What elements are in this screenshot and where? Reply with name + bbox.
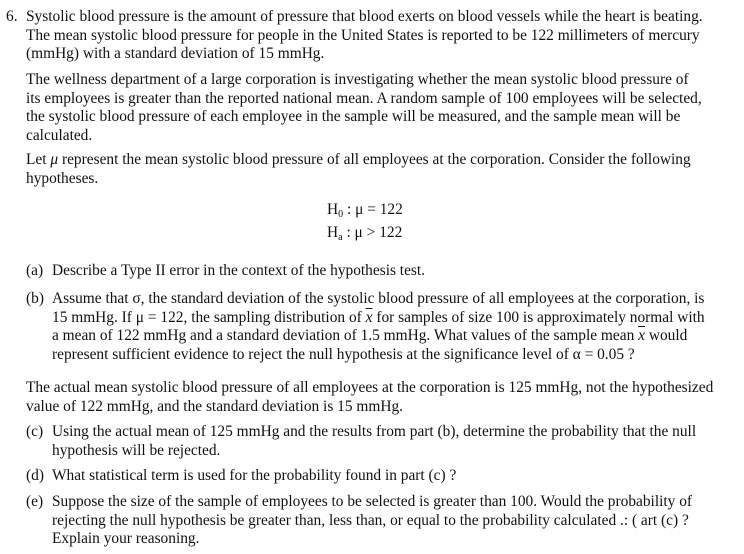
actual-mean-line: The actual mean systolic blood pressure of all employees at the corporation is 125 mmHg, not the hypothesized <box>26 379 714 396</box>
part-text: Suppose the size of the sample of employees to be selected is greater than 100. Would the probability of <box>52 493 693 510</box>
part-text: a mean of 122 mmHg and a standard deviation of 1.5 mmHg. What values of the sample mean $\overline{x}$ would <box>52 327 688 344</box>
hypotheses-intro-line: Let μ represent the mean systolic blood pressure of all employees at the corporation. Consider the following <box>26 151 691 168</box>
part-text: Explain your reasoning. <box>52 530 200 547</box>
intro-line: (mmHg) with a standard deviation of 15 mmHg. <box>26 45 325 62</box>
part-text: rejecting the null hypothesis be greater than, less than, or equal to the probability calculated .: ( art (c) ? <box>52 511 689 529</box>
part-c <box>26 423 744 460</box>
part-b <box>26 290 744 364</box>
part-label: (d) <box>26 467 44 484</box>
context-line: its employees is greater than the reported national mean. A random sample of 100 employees will be selected, <box>26 89 702 107</box>
null-hypothesis: $H_0$ : μ = 122 <box>327 201 403 220</box>
part-label: (c) <box>26 423 44 440</box>
part-e <box>26 493 744 549</box>
intro-line: The mean systolic blood pressure for people in the United States is reported to be 122 millimeters of mercury <box>26 26 700 44</box>
hypotheses-intro-paragraph <box>26 151 744 188</box>
actual-mean-line: value of 122 mmHg, and the standard deviation is 15 mmHg. <box>26 397 404 415</box>
part-text: Describe a Type II error in the context of the hypothesis test. <box>52 262 426 279</box>
part-label: (a) <box>26 262 44 279</box>
actual-mean-paragraph <box>26 379 744 416</box>
hypotheses-intro-line: hypotheses. <box>26 169 99 187</box>
question-number: 6. <box>6 8 18 25</box>
part-text: Using the actual mean of 125 mmHg and the results from part (b), determine the probability that the null <box>52 423 697 440</box>
intro-paragraph <box>26 8 744 64</box>
context-line: calculated. <box>26 126 93 144</box>
part-a <box>26 262 744 281</box>
part-text: What statistical term is used for the probability found in part (c) ? <box>52 467 457 484</box>
part-text: Assume that σ, the standard deviation of the systolic blood pressure of all employees at the corporation, is <box>52 290 705 307</box>
intro-line: Systolic blood pressure is the amount of pressure that blood exerts on blood vessels while the heart is beating. <box>26 8 703 25</box>
part-d <box>26 467 744 486</box>
part-label: (b) <box>26 290 44 307</box>
part-label: (e) <box>26 493 44 510</box>
alternative-hypothesis: $H_a$ : μ > 122 <box>327 224 403 243</box>
context-line: the systolic blood pressure of each employee in the sample will be measured, and the sample mean will be <box>26 108 681 125</box>
context-paragraph <box>26 71 744 145</box>
context-line: The wellness department of a large corporation is investigating whether the mean systolic blood pressure of <box>26 71 689 88</box>
part-text: hypothesis will be rejected. <box>52 441 221 459</box>
part-text: represent sufficient evidence to reject the null hypothesis at the significance level of α = 0.05 ? <box>52 345 635 363</box>
part-text: 15 mmHg. If μ = 122, the sampling distribution of $\overline{x}$ for samples of size 100 is approximately normal with <box>52 308 705 326</box>
